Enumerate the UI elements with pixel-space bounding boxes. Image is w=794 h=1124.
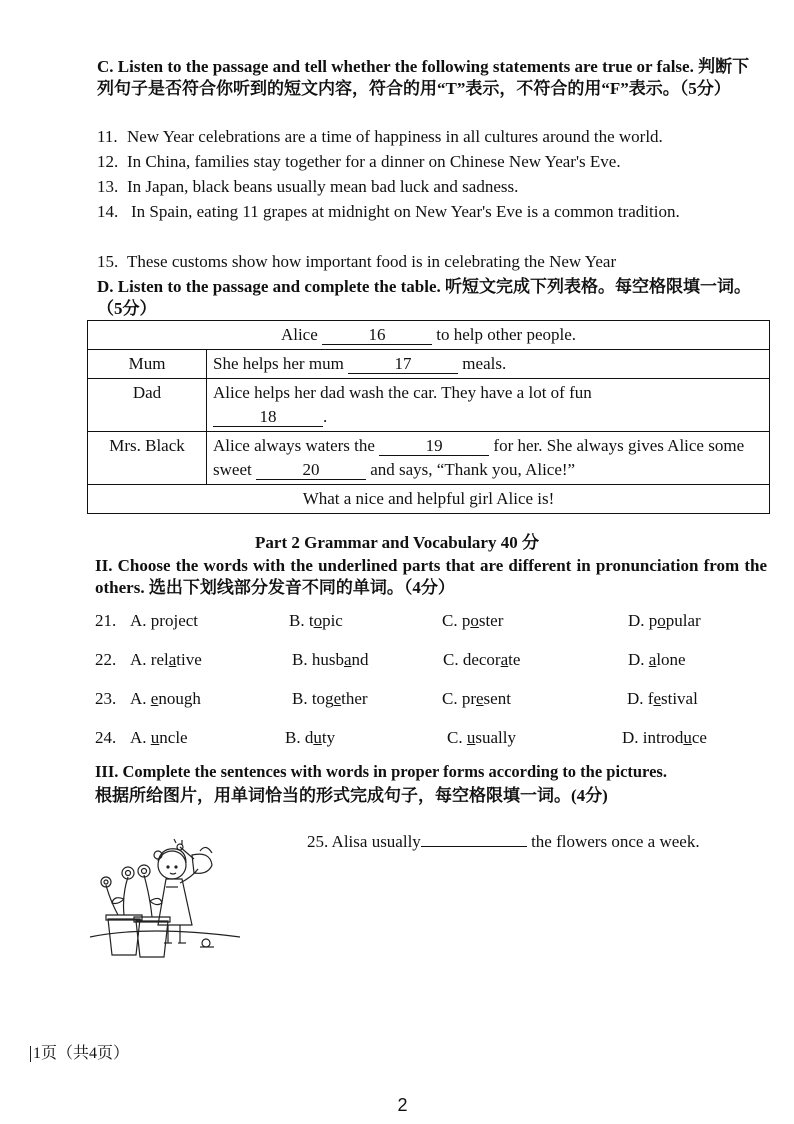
section-ii-heading-zh: 选出下划线部分发音不同的单词。（4分） [148,578,455,597]
page-count-text: 1页（共4页） [33,1045,130,1062]
section-ii-heading-en: II. Choose the words with the underlined parts that are different in pronunciation from the others. [95,556,767,597]
question-25 [307,832,700,852]
listening-table [87,320,770,514]
table-row [88,379,770,432]
option-24-a[interactable]: A. uncle [130,728,188,747]
option-21-d[interactable]: D. popular [628,611,701,630]
table-text: . [323,407,328,426]
section-d-heading [97,276,762,320]
blank-20[interactable]: 20 [256,461,366,480]
section-iii-heading-en: III. Complete the sentences with words in proper forms according to the pictures. [95,762,667,781]
margin-mark [30,1046,31,1062]
row-label-dad: Dad [88,379,207,432]
row-content-mum [207,350,770,379]
blank-19[interactable]: 19 [379,437,489,456]
girl-watering-flowers-illustration [88,825,248,965]
blank-16[interactable]: 16 [322,326,432,345]
row-content-mrs-black [207,432,770,485]
statement-number: 15. [97,252,119,271]
table-text: She helps her mum [213,354,344,373]
option-24-b[interactable]: B. duty [285,728,336,747]
question-22-number: 22. [95,650,117,669]
table-text: to help other people. [436,325,577,344]
table-row [88,432,770,485]
statement-text: In Japan, black beans usually mean bad luck and sadness. [127,177,519,196]
statement-number: 13. [97,177,119,196]
row-label-mrs-black: Mrs. Black [88,432,207,485]
table-text: Alice always waters the [213,436,375,455]
table-row [88,321,770,350]
table-text: for her. She always gives Alice some sweet [213,436,745,479]
statement-text: New Year celebrations are a time of happiness in all cultures around the world. [127,127,663,146]
option-21-a[interactable]: A. project [130,611,199,630]
page-count-label [30,1040,129,1063]
section-iii-heading-zh: 根据所给图片，用单词恰当的形式完成句子，每空格限填一词。(4分) [95,786,608,805]
section-d-heading-en: D. Listen to the passage and complete the table. [97,277,441,296]
option-21-c[interactable]: C. poster [442,611,504,630]
option-22-a[interactable]: A. relative [130,650,202,669]
row-label-mum: Mum [88,350,207,379]
table-text: and says, “Thank you, Alice!” [370,460,576,479]
option-24-d[interactable]: D. introduce [622,728,707,747]
statement-15 [97,250,616,274]
option-23-b[interactable]: B. together [292,689,368,708]
section-c-heading-zh: 判断下列句子是否符合你听到的短文内容，符合的用“T”表示，不符合的用“F”表示。（5分） [97,57,750,98]
blank-17[interactable]: 17 [348,355,458,374]
option-21-b[interactable]: B. topic [289,611,343,630]
section-ii-heading [95,555,767,599]
question-21-number: 21. [95,611,117,630]
blank-25[interactable] [421,846,527,847]
section-d-heading-zh: 听短文完成下列表格。每空格限填一词。（5分） [97,277,752,318]
statement-text: In China, families stay together for a dinner on Chinese New Year's Eve. [127,152,621,171]
table-row [88,350,770,379]
table-top-cell [88,321,770,350]
option-22-c[interactable]: C. decorate [443,650,521,669]
option-23-c[interactable]: C. present [442,689,511,708]
statement-text: In Spain, eating 11 grapes at midnight on New Year's Eve is a common tradition. [131,202,680,221]
option-22-b[interactable]: B. husband [292,650,369,669]
statement-text: These customs show how important food is in celebrating the New Year [127,252,617,271]
statement-number: 14. [97,202,119,221]
question-23-number: 23. [95,689,117,708]
table-text: Alice helps her dad wash the car. They have a lot of fun [213,383,592,402]
blank-18[interactable]: 18 [213,408,323,427]
option-23-d[interactable]: D. festival [627,689,698,708]
statement-number: 12. [97,152,119,171]
section-iii-heading [95,761,780,807]
question-25-text: 25. Alisa usually [307,832,421,851]
table-text: Alice [280,325,318,344]
option-23-a[interactable]: A. enough [130,689,201,708]
statement-12 [97,150,621,174]
section-c-heading [97,56,757,100]
table-text: meals. [462,354,507,373]
question-24-number: 24. [95,728,117,747]
part2-title: Part 2 Grammar and Vocabulary 40 分 [255,533,539,552]
statement-14 [97,200,759,224]
table-bottom-cell: What a nice and helpful girl Alice is! [88,485,770,514]
option-22-d[interactable]: D. alone [628,650,686,669]
option-24-c[interactable]: C. usually [447,728,516,747]
row-content-dad [207,379,770,432]
statement-11 [97,125,663,149]
statement-number: 11. [97,127,118,146]
table-row [88,485,770,514]
section-c-heading-en: C. Listen to the passage and tell whether the following statements are true or false. [97,57,694,76]
question-25-text: the flowers once a week. [531,832,700,851]
statement-13 [97,175,518,199]
page-number: 2 [397,1095,408,1115]
